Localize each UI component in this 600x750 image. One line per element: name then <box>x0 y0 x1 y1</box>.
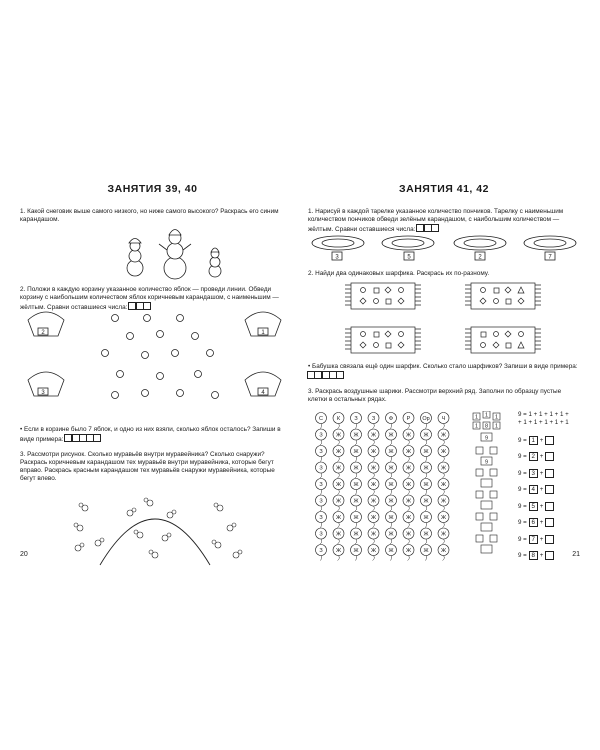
balloon[interactable] <box>386 446 397 462</box>
balloon-letter: Ж <box>370 548 377 554</box>
pyramid-mid-1: 1 <box>474 423 479 430</box>
balloon[interactable] <box>351 528 362 544</box>
balloon[interactable] <box>438 429 449 445</box>
balloon-letter: Ж <box>423 548 429 554</box>
equation-box-given: 2 <box>529 452 538 461</box>
equation-plus: + <box>539 469 544 477</box>
right-bullet-1 <box>308 363 578 382</box>
balloon-letter: Ж <box>335 482 342 488</box>
snowman-tall-middle <box>159 230 191 280</box>
balloon[interactable] <box>351 479 362 495</box>
equation-row <box>518 482 580 499</box>
balloon-letter: Ж <box>370 482 377 488</box>
equation-box-answer[interactable] <box>545 502 554 511</box>
balloon[interactable] <box>368 495 379 511</box>
balloon[interactable] <box>438 528 449 544</box>
balloon[interactable] <box>421 462 432 478</box>
scarf-4[interactable] <box>465 327 541 353</box>
balloon[interactable] <box>368 446 379 462</box>
balloon-letter: З <box>371 416 376 422</box>
balloon-letter: Ж <box>423 482 429 488</box>
anthill-illustration <box>60 483 250 568</box>
balloon-letter: Ж <box>440 449 447 455</box>
balloon-letter: Ж <box>423 432 429 439</box>
left-task-2-text: 2. Положи в каждую корзину указанное количество яблок — проведи линии. Обведи корзину с наибольшим количеством яблок коричневым карандашом, с наименьшим — жёлтым. Сравни оставшиеся числа: <box>20 286 279 312</box>
balloon-letter: Ж <box>335 548 342 554</box>
equation-box-given: 8 <box>529 551 538 560</box>
apples-answer-boxes[interactable] <box>65 434 101 445</box>
equation-row <box>518 548 580 565</box>
plate-1[interactable] <box>312 236 364 261</box>
balloon-letter: Ж <box>370 432 377 439</box>
snowman-small-left <box>127 239 143 277</box>
equation-row <box>518 531 580 548</box>
equation-box-given: 5 <box>529 502 538 511</box>
first-equation-line1: 9 = 1 + 1 + 1 + 1 + <box>518 411 569 418</box>
plate-2[interactable] <box>382 236 434 261</box>
plate-label-4: 7 <box>548 254 552 261</box>
balloon-letter: Ж <box>370 515 377 521</box>
balloon[interactable] <box>438 413 449 429</box>
equation-row <box>518 432 580 449</box>
balloon[interactable] <box>333 528 344 544</box>
balloon[interactable] <box>333 462 344 478</box>
equation-plus: + <box>539 453 544 460</box>
basket-bottom-left[interactable] <box>28 372 64 396</box>
balloon[interactable] <box>421 495 432 511</box>
balloon-letter: Ф <box>388 416 394 422</box>
balloon-letter: Ж <box>405 515 412 521</box>
pyramid-sum: 9 <box>484 435 489 442</box>
baskets-apples-illustration <box>20 308 285 423</box>
scarf-2[interactable] <box>465 283 541 309</box>
pyramid-top-1: 1 <box>474 414 479 421</box>
balloon[interactable] <box>333 495 344 511</box>
scarf-3[interactable] <box>345 327 421 353</box>
equation-box-answer[interactable] <box>545 485 554 494</box>
pyramid-mid-2: 8 <box>484 423 489 430</box>
equation-left: 9 = <box>518 436 527 444</box>
balloon-letter: Ж <box>440 498 447 505</box>
balloon[interactable] <box>316 512 327 528</box>
balloon-letter: Ж <box>335 498 342 505</box>
equation-box-answer[interactable] <box>545 518 554 527</box>
balloon[interactable] <box>421 528 432 544</box>
equation-left: 9 = <box>518 535 527 543</box>
balloon[interactable] <box>438 545 449 561</box>
right-page-title: ЗАНЯТИЯ 41, 42 <box>399 183 489 195</box>
right-task-1-text: 1. Нарисуй в каждой тарелке указанное количество пончиков. Тарелку с наименьшим количеством пончиков обведи зелёным карандашом, с наибольшим количеством — жёлтым. Сравни оставшиеся числа: <box>308 208 564 234</box>
balloon[interactable] <box>351 446 362 462</box>
first-equation-line2: + 1 + 1 + 1 + 1 + 1 <box>518 418 569 426</box>
plate-4[interactable] <box>524 236 576 261</box>
balloon-letter: Ж <box>370 449 377 455</box>
scarves-illustration <box>343 281 543 356</box>
pyramid-sum-2: 9 <box>484 459 489 466</box>
right-task-3: 3. Раскрась воздушные шарики. Рассмотри верхний ряд. Заполни по образцу пустые клетки в остальных рядах. <box>308 388 562 403</box>
balloon-letter: Ж <box>405 498 412 505</box>
equation-left: 9 = <box>518 469 527 477</box>
balloon-letter: Ж <box>388 432 394 439</box>
equation-list <box>518 432 580 564</box>
balloon-letter: Ж <box>335 531 342 538</box>
balloon[interactable] <box>316 545 327 561</box>
equation-box-given: 6 <box>529 518 538 527</box>
equation-box-given: 4 <box>529 485 538 494</box>
balloon[interactable] <box>316 528 327 544</box>
balloon-letter: Ж <box>440 432 447 439</box>
balloon-letter: З <box>354 416 358 422</box>
balloon[interactable] <box>421 429 432 445</box>
balloon-letter: З <box>319 432 323 439</box>
balloon[interactable] <box>333 413 344 429</box>
balloon[interactable] <box>351 429 362 445</box>
balloon[interactable] <box>421 413 432 429</box>
balloon-letter: Ж <box>335 449 342 455</box>
equation-box-answer[interactable] <box>545 436 554 445</box>
equation-box-answer[interactable] <box>545 452 554 461</box>
balloon[interactable] <box>403 446 414 462</box>
balloon-letter: З <box>319 465 323 472</box>
balloon[interactable] <box>368 528 379 544</box>
left-page <box>20 183 285 573</box>
equation-left: 9 = <box>518 502 527 510</box>
balloon-letter: З <box>319 548 323 554</box>
balloon-letter: Ж <box>388 548 394 554</box>
balloon[interactable] <box>316 446 327 462</box>
left-task-1: 1. Какой снеговик выше самого низкого, но ниже самого высокого? Раскрась его синим карандашом. <box>20 208 279 223</box>
basket-label-4: 4 <box>261 390 265 396</box>
balloon[interactable] <box>403 462 414 478</box>
balloon-letter: Ж <box>353 531 359 538</box>
balloon-letter: Ж <box>370 531 377 538</box>
basket-bottom-right[interactable] <box>245 372 281 396</box>
balloon-letter: Ж <box>353 465 359 472</box>
balloon-letter: З <box>319 449 323 455</box>
balloon-letter: Ж <box>353 432 359 439</box>
balloon[interactable] <box>368 545 379 561</box>
balloon[interactable] <box>368 512 379 528</box>
equation-row <box>518 465 580 482</box>
balloon-letter: Ж <box>405 548 412 554</box>
snowmen-illustration <box>115 226 235 281</box>
balloon-letter: Ж <box>335 432 342 439</box>
balloon[interactable] <box>351 413 362 429</box>
balloon-letter: Ж <box>353 548 359 554</box>
basket-label-3: 3 <box>41 390 45 396</box>
balloon[interactable] <box>316 429 327 445</box>
equation-box-given: 3 <box>529 469 538 478</box>
right-page-number: 21 <box>572 551 580 558</box>
basket-top-right[interactable] <box>245 312 281 336</box>
left-task-3: 3. Рассмотри рисунок. Сколько муравьёв внутри муравейника? Сколько снаружи? Раскрась коричневым карандашом тех муравьёв внутри муравейника, которые бегут вправо. Раскрась красным карандашом тех муравьёв снаружи муравейника, которые бегут влево. <box>20 451 275 482</box>
balloons-grid <box>313 411 463 561</box>
balloon-letter: З <box>319 515 323 521</box>
equation-plus: + <box>539 552 544 559</box>
balloon[interactable] <box>351 512 362 528</box>
balloon-letter: Ж <box>423 449 429 455</box>
equation-box-answer[interactable] <box>545 551 554 560</box>
plate-label-2: 5 <box>407 254 411 261</box>
balloon[interactable] <box>386 528 397 544</box>
snowman-small-right <box>209 248 221 277</box>
equation-plus: + <box>539 436 544 444</box>
balloon-letter: Ж <box>440 548 447 554</box>
equation-row <box>518 498 580 515</box>
left-page-number: 20 <box>20 551 28 558</box>
balloon-letter: Ж <box>353 482 359 488</box>
balloon-letter: Ж <box>335 465 342 472</box>
balloon-letter: К <box>336 416 341 422</box>
balloon-letter: Ж <box>423 531 429 538</box>
balloon[interactable] <box>316 479 327 495</box>
balloon-letter: Ж <box>353 498 359 505</box>
balloon[interactable] <box>421 512 432 528</box>
balloon[interactable] <box>333 429 344 445</box>
balloon-letter: Р <box>406 416 411 422</box>
balloon[interactable] <box>386 429 397 445</box>
balloon[interactable] <box>403 495 414 511</box>
balloon-letter: Ж <box>440 465 447 472</box>
balloon-letter: Ж <box>388 531 394 538</box>
balloon-letter: Ж <box>405 531 412 538</box>
right-task-1 <box>308 208 578 235</box>
balloon[interactable] <box>351 545 362 561</box>
equation-plus: + <box>539 486 544 493</box>
balloon[interactable] <box>386 479 397 495</box>
equation-plus: + <box>539 502 544 510</box>
balloon[interactable] <box>386 413 397 429</box>
basket-label-1: 2 <box>41 330 45 336</box>
balloon[interactable] <box>438 462 449 478</box>
balloon-letter: Ж <box>335 515 342 521</box>
balloon-letter: Ж <box>423 498 429 505</box>
plates-illustration <box>308 233 580 263</box>
balloon-letter: Ч <box>441 416 446 422</box>
balloon-letter: З <box>319 498 323 505</box>
balloon-letter: Ж <box>405 465 412 472</box>
balloon-letter: Ж <box>353 449 359 455</box>
balloon[interactable] <box>386 512 397 528</box>
balloon[interactable] <box>351 495 362 511</box>
balloon-letter: Ж <box>423 515 429 521</box>
equation-box-given: 1 <box>529 436 538 445</box>
balloon[interactable] <box>368 479 379 495</box>
right-task-2: 2. Найди два одинаковых шарфика. Раскрась их по-разному. <box>308 270 490 277</box>
basket-label-2: 1 <box>261 330 265 336</box>
balloon[interactable] <box>316 495 327 511</box>
balloon[interactable] <box>333 512 344 528</box>
pyramid-top-2: 1 <box>484 412 489 419</box>
balloon-letter: Ж <box>353 515 359 521</box>
number-pyramid <box>468 411 508 561</box>
left-bullet-1 <box>20 426 282 445</box>
balloon-letter: Ж <box>405 449 412 455</box>
balloon[interactable] <box>386 545 397 561</box>
pyramid-top-3: 1 <box>494 414 499 421</box>
balloon[interactable] <box>316 462 327 478</box>
balloon-letter: Ж <box>423 465 429 472</box>
equation-box-answer[interactable] <box>545 469 554 478</box>
equation-box-answer[interactable] <box>545 535 554 544</box>
equation-plus: + <box>539 535 544 543</box>
balloon[interactable] <box>403 413 414 429</box>
equation-plus: + <box>539 519 544 526</box>
balloon-letter: Ж <box>440 531 447 538</box>
balloon[interactable] <box>403 545 414 561</box>
balloon[interactable] <box>421 545 432 561</box>
balloon-letter: З <box>319 531 323 538</box>
right-page <box>308 183 580 573</box>
balloon-letter: Ж <box>388 465 394 472</box>
balloon[interactable] <box>316 413 327 429</box>
balloon[interactable] <box>386 495 397 511</box>
balloon[interactable] <box>421 479 432 495</box>
equation-left: 9 = <box>518 519 527 526</box>
balloon[interactable] <box>333 446 344 462</box>
left-bullet-1-text: • Если в корзине было 7 яблок, и одно из них взяли, сколько яблок осталось? Запиши в виде примера: <box>20 426 281 444</box>
ants <box>74 498 242 558</box>
right-bullet-1-text: • Бабушка связала ещё один шарфик. Сколько стало шарфиков? Запиши в виде примера: <box>308 363 578 370</box>
balloon-letter: Ж <box>370 465 377 472</box>
balloon[interactable] <box>333 479 344 495</box>
balloon-letter: Ж <box>405 482 412 488</box>
balloon[interactable] <box>403 479 414 495</box>
left-page-title: ЗАНЯТИЯ 39, 40 <box>107 183 198 195</box>
balloon-letter: Ж <box>405 432 412 439</box>
balloon[interactable] <box>438 512 449 528</box>
balloon-letter: З <box>319 482 323 488</box>
balloon[interactable] <box>403 528 414 544</box>
balloon[interactable] <box>386 462 397 478</box>
plate-label-3: 2 <box>478 254 482 261</box>
equation-left: 9 = <box>518 552 527 559</box>
balloon[interactable] <box>368 413 379 429</box>
balloon[interactable] <box>438 479 449 495</box>
equation-left: 9 = <box>518 486 527 493</box>
balloon-letter: Ж <box>370 498 377 505</box>
balloon[interactable] <box>438 495 449 511</box>
balloon-letter: Ж <box>388 482 394 488</box>
balloon[interactable] <box>351 462 362 478</box>
balloon[interactable] <box>421 446 432 462</box>
balloon-letter: Ж <box>388 515 394 521</box>
scarf-1[interactable] <box>345 283 421 309</box>
equation-box-given: 7 <box>529 535 538 544</box>
balloon-letter: Ж <box>440 515 447 521</box>
equation-row <box>518 449 580 466</box>
balloon[interactable] <box>368 429 379 445</box>
balloon[interactable] <box>403 429 414 445</box>
equations-column <box>518 411 580 564</box>
pyramid-mid-3: 1 <box>494 423 499 430</box>
equation-left: 9 = <box>518 453 527 460</box>
scarves-answer-boxes[interactable] <box>308 371 344 382</box>
plate-3[interactable] <box>454 236 506 261</box>
balloon-letter: С <box>319 416 323 422</box>
balloon-letter: Ж <box>388 449 394 455</box>
equation-row <box>518 515 580 532</box>
balloon[interactable] <box>368 462 379 478</box>
apples <box>102 315 219 399</box>
balloon[interactable] <box>403 512 414 528</box>
balloon-letter: Ж <box>440 482 447 488</box>
balloon[interactable] <box>333 545 344 561</box>
plate-label-1: 3 <box>335 254 339 261</box>
balloon-letter: Ж <box>388 498 394 505</box>
basket-top-left[interactable] <box>28 312 64 336</box>
balloon[interactable] <box>438 446 449 462</box>
balloon-letter: Ор <box>422 416 430 422</box>
